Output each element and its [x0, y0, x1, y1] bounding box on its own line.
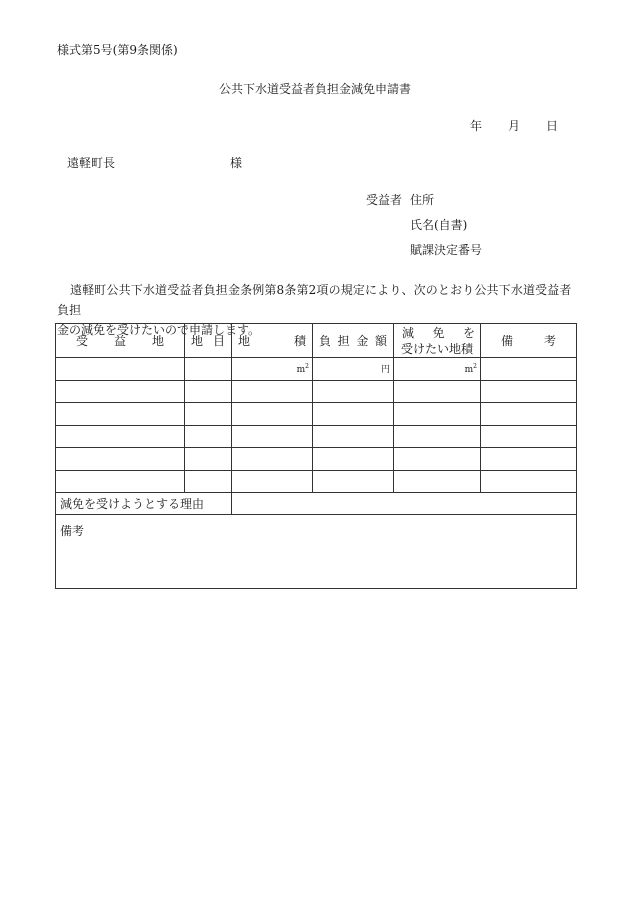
statement-line-2: 金の減免を受けたいので申請します。 — [57, 323, 261, 337]
form-number: 様式第5号(第9条関係) — [57, 43, 178, 57]
date-month-label: 月 — [508, 119, 521, 133]
header-land-category: 地 目 — [185, 324, 232, 358]
header-reduction-area: 減 免 を 受けたい地積 — [394, 324, 481, 358]
header-land-area: 地 積 — [232, 324, 313, 358]
table-row — [56, 425, 577, 448]
area-cell[interactable]: $m^2$ — [232, 358, 313, 381]
table-row — [56, 380, 577, 403]
applicant-address-label: 住所 — [410, 193, 435, 207]
date-line — [470, 120, 558, 132]
header-beneficiary-land: 受 益 地 — [56, 324, 185, 358]
reason-field[interactable] — [232, 493, 577, 515]
table-row — [56, 403, 577, 426]
reason-row — [56, 493, 577, 515]
remarks-label: 備考 — [60, 524, 85, 538]
table-row — [56, 358, 577, 381]
date-year-label: 年 — [470, 119, 483, 133]
land-cell[interactable] — [56, 358, 185, 381]
document-title: 公共下水道受益者負担金減免申請書 — [218, 82, 411, 96]
header-charge-amount: 負 担 金 額 — [313, 324, 394, 358]
table-header-row — [56, 324, 577, 358]
table-row — [56, 470, 577, 493]
applicant-tax-number-label: 賦課決定番号 — [410, 243, 483, 257]
remarks-row — [56, 515, 577, 589]
addressee-name: 遠軽町長 — [67, 156, 116, 170]
header-remarks: 備 考 — [481, 324, 577, 358]
statement-line-1: 遠軽町公共下水道受益者負担金条例第8条第2項の規定により、次のとおり公共下水道受益者負担 — [57, 283, 572, 317]
application-table — [55, 323, 577, 589]
category-cell[interactable] — [185, 358, 232, 381]
table-row — [56, 448, 577, 471]
remarks-field[interactable] — [56, 515, 577, 589]
date-day-label: 日 — [546, 119, 559, 133]
applicant-label: 受益者 — [366, 193, 403, 207]
remarks-cell[interactable] — [481, 358, 577, 381]
reason-label: 減免を受けようとする理由 — [56, 493, 232, 515]
applicant-name-label: 氏名(自書) — [410, 218, 468, 232]
reduction-area-cell[interactable]: $m^2$ — [394, 358, 481, 381]
amount-cell[interactable]: 円 — [313, 358, 394, 381]
addressee-honorific: 様 — [230, 156, 243, 170]
addressee — [67, 156, 243, 170]
